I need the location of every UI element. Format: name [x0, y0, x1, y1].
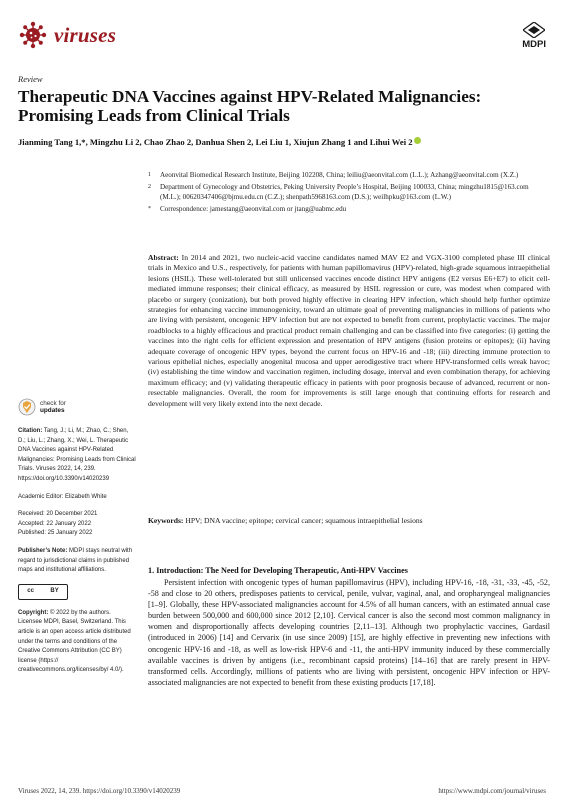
cc-by-license-badge[interactable]: [18, 584, 68, 600]
copyright-block: [18, 609, 136, 676]
copyright-text: © 2022 by the authors. Licensee MDPI, Basel, Switzerland. This article is an open access article distributed under the terms and conditions of the Creative Commons Attribution (CC BY) license (https:// creativecommons.org/licenses/by/ 4.0/).: [18, 609, 131, 674]
academic-editor: Academic Editor: Elizabeth White: [18, 493, 107, 500]
article-type: Review: [18, 74, 43, 84]
affiliation-item: [148, 170, 548, 180]
affiliation-text: Aeonvital Biomedical Research Institute, Beijing 102208, China; leiliu@aeonvital.com (L.L.); Azhang@aeonvital.com (X.Z.): [160, 171, 519, 179]
received-date: Received: 20 December 2021: [18, 511, 98, 518]
dates-block: [18, 510, 136, 539]
check-label-bottom: updates: [40, 407, 65, 414]
check-label-top: check for: [40, 399, 66, 407]
section-body: Persistent infection with oncogenic types of human papillomavirus (HPV), including HPV-16, -18, -31, -33, -45, -52, -58 and close to 20 others, predisposes patients to cervical, penile, vulvar, vaginal, anal, and oropharyngeal malignancies [1–9]. Globally, these HPV-associated malignancies account for 4.5% of all human cancers, with an estimated annual case burden between 500,000 and 600,000 since 2012 [2,10]. Cervical cancer is also the second most common malignancy in women and disproportionally affects developing countries [2,11–13]. Although two prophylactic vaccines, Gardasil (introduced in 2006) [14] and Cervarix (in use since 2009) [15], are highly effective in preventing new infections with oncogenic HPV-16 and -18, as well as low-risk HPV-6 and -11, the anti-HPV immunity induced by these commercially available vaccines is driven by antigens (i.e., recombinant capsid proteins) [14–16] that are rarely present in HPV-transformed cells. Accordingly, millions of patients who are living with persistent, oncogenic HPV infection or HPV-associated malignancies are not expected to benefit from these existing products [17,18].: [148, 578, 550, 687]
author-list: [18, 137, 548, 147]
keywords: [148, 516, 550, 526]
journal-header: [18, 18, 546, 52]
orcid-icon[interactable]: [414, 137, 421, 144]
keywords-text: HPV; DNA vaccine; epitope; cervical cancer; squamous intraepithelial lesions: [185, 516, 423, 525]
mdpi-logo-icon: [523, 22, 545, 38]
publisher-note: [18, 547, 136, 576]
author-names: Jianming Tang 1,*, Mingzhu Li 2, Chao Zhao 2, Danhua Shen 2, Lei Liu 1, Xiujun Zhang 1 and Lihui Wei 2: [18, 137, 413, 147]
affiliations: [148, 170, 548, 216]
publisher-name: MDPI: [522, 39, 546, 50]
by-icon: BY: [50, 587, 59, 594]
citation-label: Citation:: [18, 428, 43, 434]
citation-text: Tang, J.; Li, M.; Zhao, C.; Shen, D.; Liu, L.; Zhang, X.; Wei, L. Therapeutic DNA Vaccines against HPV-Related Malignancies: Promising Leads from Clinical Trials. Viruses 2022, 14, 239. https://doi.org/10.3390/v14020239: [18, 428, 136, 482]
publisher-note-label: Publisher’s Note:: [18, 547, 68, 554]
footer-citation[interactable]: Viruses 2022, 14, 239. https://doi.org/10.3390/v14020239: [18, 787, 181, 795]
affiliation-text: Department of Gynecology and Obstetrics, Peking University People’s Hospital, Beijing 100033, China; mingzhu1815@163.com (M.L.); 00620347406@bjmu.edu.cn (C.Z.); shenpath5968163.com (D.S.); weilhpku@163.com (L.W.): [160, 183, 529, 201]
check-updates-icon: [18, 398, 36, 416]
affiliation-number: 1: [148, 172, 151, 178]
publisher-logo[interactable]: [522, 22, 546, 50]
copyright-label: Copyright:: [18, 609, 49, 616]
accepted-date: Accepted: 22 January 2022: [18, 520, 92, 527]
citation-block: [18, 427, 136, 485]
keywords-label: Keywords:: [148, 516, 184, 525]
journal-logo[interactable]: [18, 20, 116, 50]
article-sidebar: [18, 398, 136, 684]
affiliation-item: [148, 204, 548, 214]
virus-icon: [18, 20, 48, 50]
affiliation-number: 2: [148, 184, 151, 190]
affiliation-number: *: [148, 206, 151, 212]
abstract: [148, 253, 550, 409]
section-heading: 1. Introduction: The Need for Developing Therapeutic, Anti-HPV Vaccines: [148, 566, 408, 575]
published-date: Published: 25 January 2022: [18, 530, 93, 537]
journal-name: viruses: [54, 22, 117, 47]
affiliation-item: [148, 182, 548, 202]
correspondence-text: Correspondence: jamestang@aeonvital.com or jtang@uabmc.edu: [160, 205, 347, 213]
publisher-note-text: MDPI stays neutral with regard to jurisdictional claims in published maps and institutional affiliations.: [18, 547, 133, 574]
article-title: Therapeutic DNA Vaccines against HPV-Related Malignancies: Promising Leads from Clinical Trials: [18, 87, 482, 125]
cc-icon: cc: [27, 587, 34, 594]
footer-journal-link[interactable]: https://www.mdpi.com/journal/viruses: [438, 787, 546, 795]
abstract-label: Abstract:: [148, 253, 179, 262]
abstract-text: In 2014 and 2021, two nucleic-acid vaccine candidates named MAV E2 and VGX-3100 completed phase III clinical trials in Mexico and U.S., respectively, for patients with human papillomavirus (HPV)-related, high-grade squamous intraepithelial lesions (HSIL). These well-tolerated but still unlicensed vaccines encode distinct HPV antigens (E2 versus E6+E7) to elicit cell-mediated immune responses; their clinical efficacy, as measured by HSIL regression or cure, was modest when compared with placebo or surgery (conization), but both proved highly effective in clearing HPV infection, which should help further optimize strategies for enhancing vaccine immunogenicity, toward an ultimate goal of preventing malignancies in millions of patients who are living with persistent, oncogenic HPV infection but are not expected to benefit from current, prophylactic vaccines. The major roadblocks to a highly efficacious and practical product remain challenging and can be classified into five categories: (i) getting the vaccines into the right cells for efficient expression and presentation of HPV antigens (fusion proteins or epitopes); (ii) having adequate coverage of oncogenic HPV types, beyond the current focus on HPV-16 and -18; (iii) directing immune protection to various epithelial niches, especially anogenital mucosa and upper aerodigestive tract where HPV-transformed cells wreak havoc; (iv) establishing the time window and vaccination regimen, including dosage, interval and even combination therapy, for achieving maximum efficacy; and (v) validating therapeutic efficacy in patients with poor prognosis because of advanced, recurrent or non-resectable malignancies. Overall, the room for improvements is still large enough that continuing efforts for research and development will very likely extend into the next decade.: [148, 253, 550, 408]
check-for-updates-button[interactable]: [18, 398, 136, 416]
